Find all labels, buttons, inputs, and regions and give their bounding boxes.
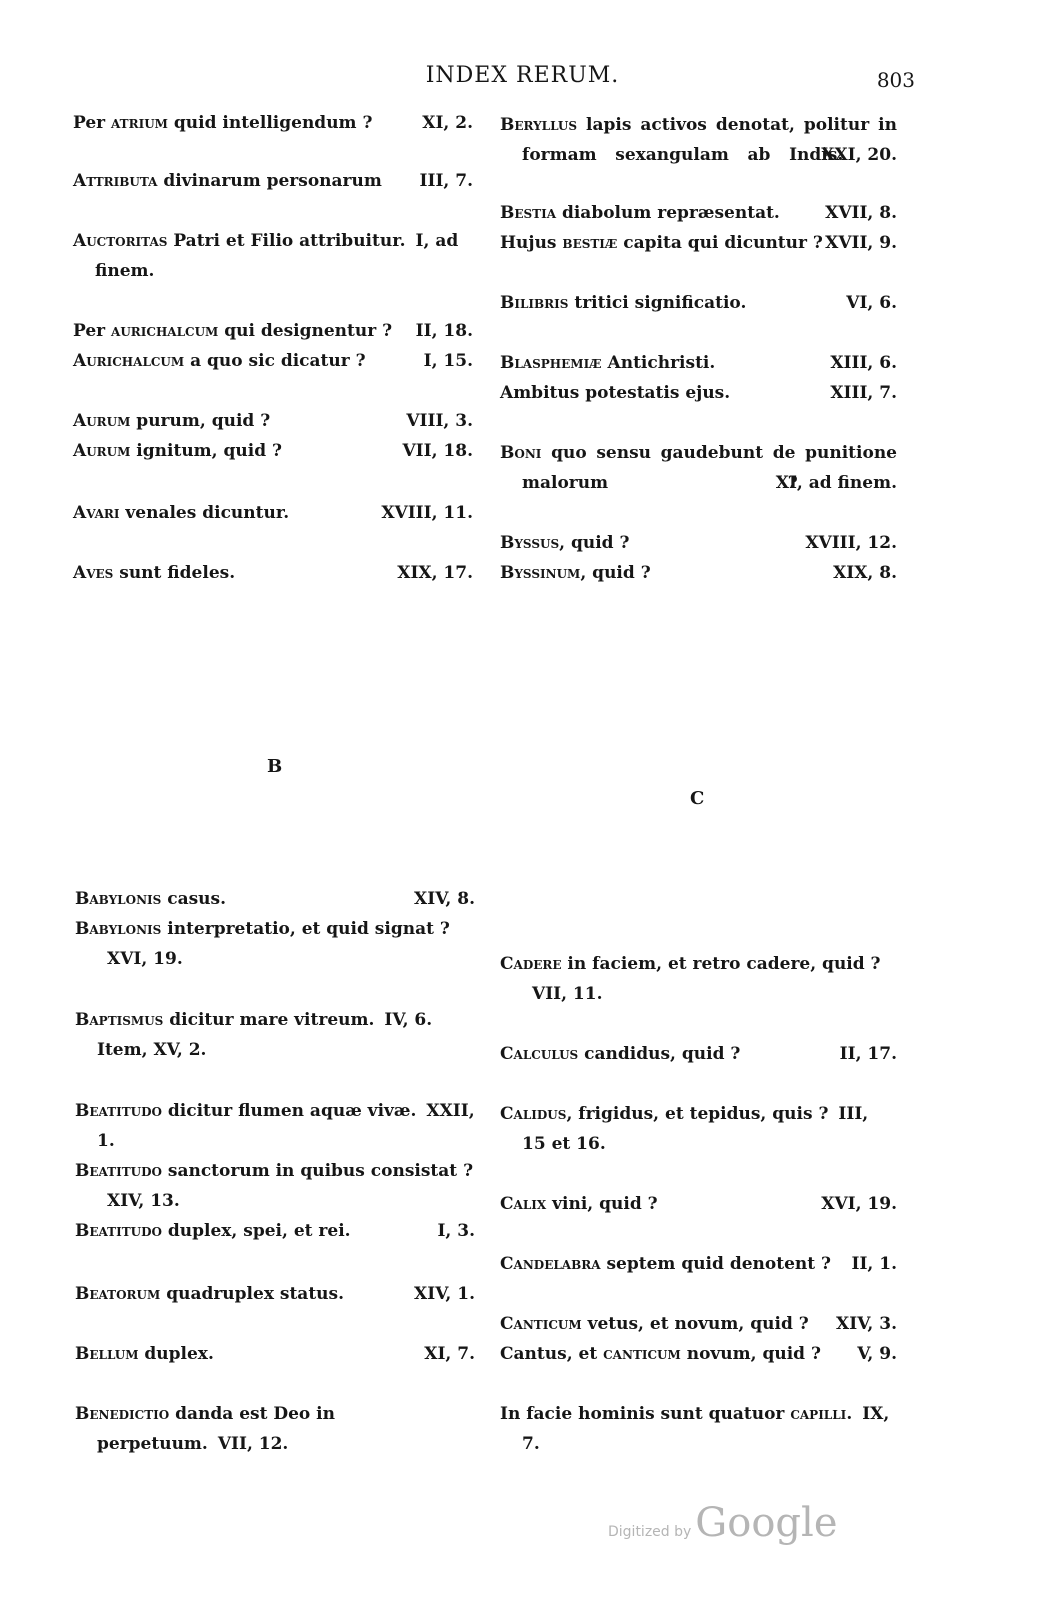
- index-entry: [500, 228, 897, 258]
- entry-headword: Baptismus: [75, 1010, 164, 1030]
- entry-reference: XIII, 7.: [830, 383, 897, 403]
- entry-headword: Beatorum: [75, 1284, 161, 1304]
- index-entry: [75, 1399, 475, 1459]
- entry-reference: II, 1.: [851, 1254, 897, 1274]
- index-entry: [500, 528, 897, 558]
- entry-text: interpretatio, et quid signat ?: [161, 919, 450, 939]
- entry-reference: XVII, 8.: [825, 203, 897, 223]
- entry-text: sanctorum in quibus consistat ?: [161, 1161, 474, 1181]
- entry-headword: Calix: [500, 1194, 547, 1214]
- entry-text: in faciem, et retro cadere, quid ?: [561, 954, 881, 974]
- index-entry: [500, 348, 897, 378]
- entry-text: vetus, et novum, quid ?: [581, 1314, 809, 1334]
- entry-text: sunt fideles.: [113, 563, 236, 583]
- entry-headword: Boni: [500, 443, 542, 463]
- index-entry: [73, 316, 473, 346]
- entry-text: candidus, quid ?: [578, 1044, 741, 1064]
- entry-headword: Babylonis: [75, 919, 162, 939]
- index-entry: [500, 949, 897, 1009]
- entry-text: septem quid denotent ?: [600, 1254, 831, 1274]
- entry-reference: I, ad finem.: [95, 231, 459, 281]
- entry-reference: XIII, 6.: [830, 353, 897, 373]
- entry-text: Patri et Filio attribuitur.: [167, 231, 406, 251]
- entry-headword: Cadere: [500, 954, 562, 974]
- entry-headword: Bilibris: [500, 293, 569, 313]
- entry-headword: Beatitudo: [75, 1101, 162, 1121]
- entry-headword: Aurum: [73, 411, 131, 431]
- entry-reference: XIX, 8.: [833, 563, 897, 583]
- entry-text: casus.: [161, 889, 227, 909]
- entry-headword: Calculus: [500, 1044, 579, 1064]
- entry-reference: XXI, 20.: [821, 145, 897, 165]
- entry-prefix: In facie hominis sunt quatuor: [500, 1404, 791, 1424]
- entry-text: dicitur flumen aquæ vivæ.: [161, 1101, 417, 1121]
- entry-reference: XIV, 1.: [414, 1284, 475, 1304]
- entry-text: Ambitus potestatis ejus.: [500, 383, 731, 403]
- entry-prefix: Per: [73, 113, 112, 133]
- entry-reference: XVI, 19.: [821, 1194, 897, 1214]
- index-entry: [73, 166, 473, 196]
- entry-reference: XI, 2.: [422, 113, 473, 133]
- entry-text: a quo sic dicatur ?: [184, 351, 366, 371]
- entry-reference: XIV, 3.: [836, 1314, 897, 1334]
- index-entry: [500, 110, 897, 170]
- index-entry: [500, 198, 897, 228]
- index-entry: [500, 1309, 897, 1339]
- entry-headword: Aurichalcum: [73, 351, 185, 371]
- index-entry: [75, 1216, 475, 1246]
- entry-reference: XIV, 13.: [107, 1191, 180, 1211]
- entry-text: divinarum personarum: [157, 171, 382, 191]
- index-entry: [75, 1156, 475, 1216]
- index-entry: [73, 498, 473, 528]
- entry-prefix: Hujus: [500, 233, 563, 253]
- index-entry: [500, 558, 897, 588]
- entry-headword: Beatitudo: [75, 1221, 162, 1241]
- entry-prefix: Cantus, et: [500, 1344, 604, 1364]
- entry-reference: IX, 7.: [522, 1404, 890, 1454]
- entry-reference: XI, ad finem.: [775, 473, 897, 493]
- entry-reference: XVI, 19.: [107, 949, 183, 969]
- entry-reference: XIX, 17.: [397, 563, 473, 583]
- entry-text: lapis activos denotat, politur in formam sexangulam ab Indis.: [522, 115, 897, 165]
- entry-headword: Beatitudo: [75, 1161, 162, 1181]
- entry-text: dicitur mare vitreum.: [163, 1010, 375, 1030]
- watermark-logo-text: Google: [695, 1500, 838, 1546]
- index-entry: [500, 1399, 897, 1459]
- entry-headword: Babylonis: [75, 889, 162, 909]
- entry-text: .: [846, 1404, 853, 1424]
- entry-prefix: Per: [73, 321, 112, 341]
- entry-headword: Aves: [73, 563, 114, 583]
- entry-text: ignitum, quid ?: [130, 441, 282, 461]
- entry-headword: Avari: [73, 503, 120, 523]
- entry-text: quid intelligendum ?: [167, 113, 373, 133]
- digitized-by-google-watermark: [608, 1500, 837, 1546]
- entry-text: quadruplex status.: [160, 1284, 345, 1304]
- entry-reference: II, 18.: [415, 321, 473, 341]
- entry-reference: VI, 6.: [846, 293, 897, 313]
- entry-reference: XVIII, 11.: [381, 503, 473, 523]
- entry-text: purum, quid ?: [130, 411, 271, 431]
- index-entry: [75, 1339, 475, 1369]
- index-entry: [500, 1099, 897, 1159]
- entry-reference: VII, 18.: [402, 441, 473, 461]
- entry-text: novum, quid ?: [680, 1344, 821, 1364]
- entry-headword: atrium: [111, 113, 168, 133]
- index-entry: [75, 1096, 475, 1156]
- index-entry: [500, 288, 897, 318]
- entry-headword: Calidus: [500, 1104, 567, 1124]
- entry-reference: VIII, 3.: [406, 411, 473, 431]
- entry-text: quo sensu gaudebunt de punitione malorum ?: [522, 443, 897, 493]
- entry-text: duplex.: [138, 1344, 214, 1364]
- index-entry: [73, 226, 473, 286]
- page-number: 803: [876, 68, 915, 92]
- entry-text: duplex, spei, et rei.: [161, 1221, 351, 1241]
- entry-reference: XVIII, 12.: [805, 533, 897, 553]
- index-entry: [500, 1039, 897, 1069]
- entry-reference: V, 9.: [857, 1344, 897, 1364]
- entry-reference: III, 15 et 16.: [522, 1104, 869, 1154]
- index-entry: [73, 436, 473, 466]
- entry-reference: XVII, 9.: [825, 233, 897, 253]
- entry-reference: I, 15.: [423, 351, 473, 371]
- index-entry: [73, 558, 473, 588]
- entry-reference: III, 7.: [419, 171, 473, 191]
- entry-reference: VII, 11.: [532, 984, 603, 1004]
- entry-headword: Bellum: [75, 1344, 139, 1364]
- entry-headword: aurichalcum: [111, 321, 219, 341]
- entry-headword: Attributa: [73, 171, 158, 191]
- page-title: INDEX RERUM.: [425, 63, 620, 88]
- entry-headword: Beryllus: [500, 115, 578, 135]
- entry-headword: Bestia: [500, 203, 557, 223]
- entry-headword: Aurum: [73, 441, 131, 461]
- entry-headword: Byssus: [500, 533, 560, 553]
- entry-text: Antichristi.: [601, 353, 716, 373]
- index-entry: [73, 346, 473, 376]
- entry-text: danda est Deo in perpetuum.: [97, 1404, 335, 1454]
- entry-text: , quid ?: [559, 533, 630, 553]
- entry-text: , quid ?: [580, 563, 651, 583]
- watermark-small-text: Digitized by: [608, 1524, 692, 1540]
- entry-reference: XI, 7.: [424, 1344, 475, 1364]
- entry-text: , frigidus, et tepidus, quis ?: [566, 1104, 829, 1124]
- entry-reference: VII, 12.: [217, 1434, 289, 1454]
- entry-headword: canticum: [603, 1344, 681, 1364]
- entry-text: qui designentur ?: [218, 321, 393, 341]
- entry-headword: Auctoritas: [73, 231, 168, 251]
- section-letter-c: C: [690, 788, 705, 809]
- index-entry: [75, 1279, 475, 1309]
- section-letter-b: B: [267, 756, 283, 777]
- entry-reference: XIV, 8.: [414, 889, 475, 909]
- entry-reference: IV, 6. Item, XV, 2.: [97, 1010, 433, 1060]
- entry-headword: bestiæ: [562, 233, 618, 253]
- index-entry: [75, 884, 475, 914]
- index-entry: [75, 914, 475, 974]
- entry-headword: Canticum: [500, 1314, 582, 1334]
- index-entry: [500, 1189, 897, 1219]
- index-entry: [73, 108, 473, 138]
- entry-headword: Candelabra: [500, 1254, 601, 1274]
- entry-reference: II, 17.: [839, 1044, 897, 1064]
- index-entry: [500, 378, 897, 408]
- entry-text: tritici significatio.: [568, 293, 747, 313]
- entry-headword: capilli: [790, 1404, 847, 1424]
- entry-headword: Benedictio: [75, 1404, 170, 1424]
- entry-text: diabolum repræsentat.: [556, 203, 780, 223]
- index-entry: [500, 438, 897, 498]
- entry-text: venales dicuntur.: [119, 503, 290, 523]
- entry-reference: XXII, 1.: [97, 1101, 475, 1151]
- index-entry: [500, 1249, 897, 1279]
- entry-text: capita qui dicuntur ?: [617, 233, 823, 253]
- entry-headword: Byssinum: [500, 563, 581, 583]
- index-entry: [500, 1339, 897, 1369]
- entry-reference: I, 3.: [437, 1221, 475, 1241]
- entry-text: vini, quid ?: [546, 1194, 658, 1214]
- entry-headword: Blasphemiæ: [500, 353, 602, 373]
- index-entry: [73, 406, 473, 436]
- index-entry: [75, 1005, 475, 1065]
